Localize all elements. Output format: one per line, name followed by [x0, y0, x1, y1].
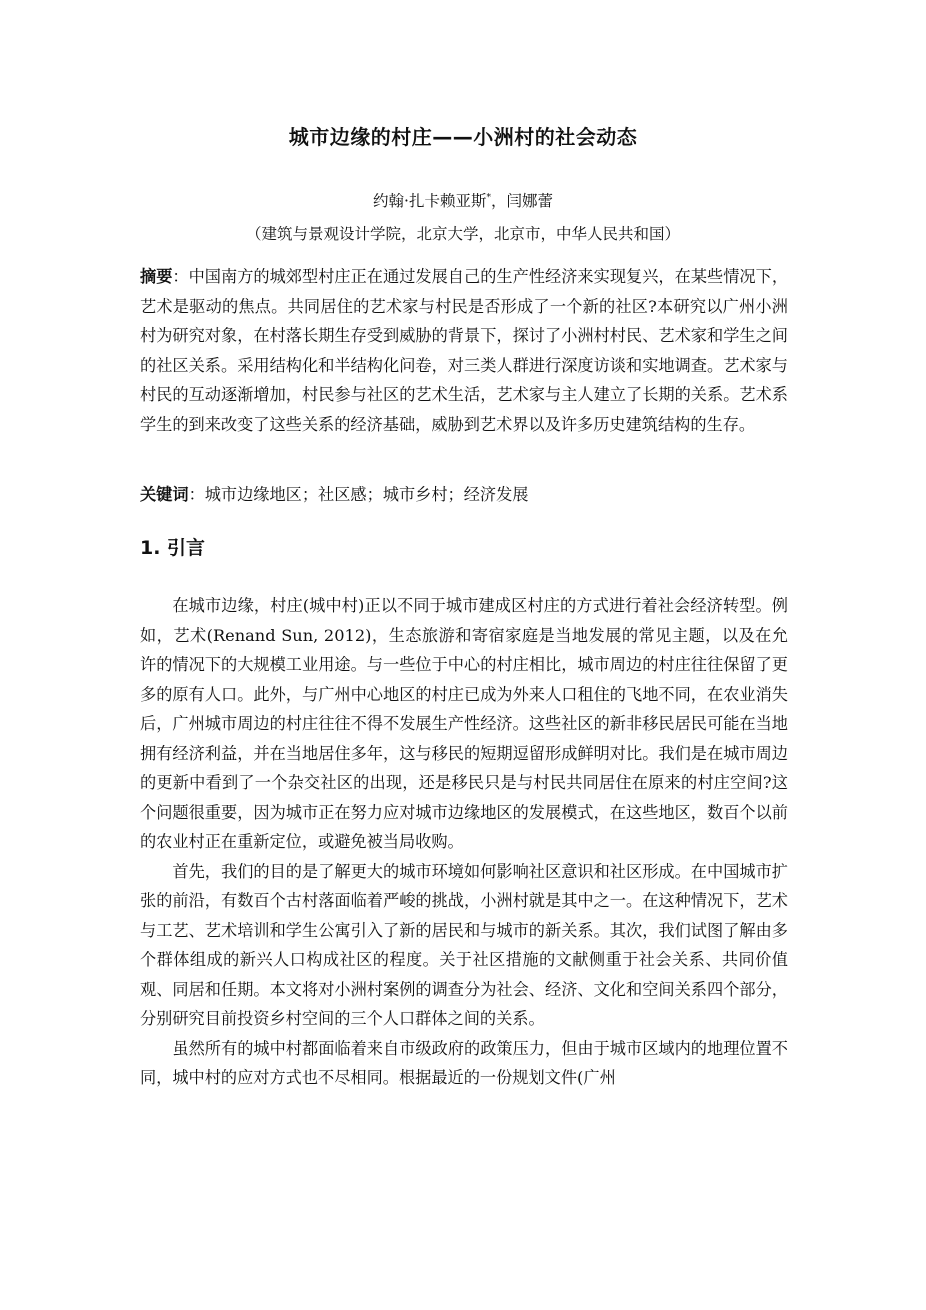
keywords-text: ：城市边缘地区；社区感；城市乡村；经济发展	[188, 485, 529, 504]
paper-title: 城市边缘的村庄——小洲村的社会动态	[288, 125, 638, 149]
corresponding-author-marker: *	[486, 193, 491, 203]
section-heading-introduction: 1. 引言	[140, 537, 206, 559]
body-paragraph: 虽然所有的城中村都面临着来自市级政府的政策压力，但由于城市区域内的地理位置不同，城中村的应对方式也不尽相同。根据最近的一份规划文件(广州	[140, 1038, 788, 1087]
abstract	[140, 262, 788, 439]
coauthor-names: ，闫娜蕾	[490, 192, 553, 211]
abstract-text: ：中国南方的城郊型村庄正在通过发展自己的生产性经济来实现复兴，在某些情况下，艺术是驱动的焦点。共同居住的艺术家与村民是否形成了一个新的社区?本研究以广州小洲村为研究对象，在村落长期生存受到威胁的背景下，探讨了小洲村村民、艺术家和学生之间的社区关系。采用结构化和半结构化问卷，对三类人群进行深度访谈和实地调查。艺术家与村民的互动逐渐增加，村民参与社区的艺术生活，艺术家与主人建立了长期的关系。艺术系学生的到来改变了这些关系的经济基础，威胁到艺术界以及许多历史建筑结构的生存。	[140, 267, 789, 434]
keywords-label: 关键词	[140, 485, 189, 504]
author-names: 约翰·扎卡赖亚斯	[373, 192, 487, 211]
body-paragraph: 首先，我们的目的是了解更大的城市环境如何影响社区意识和社区形成。在中国城市扩张的前沿，有数百个古村落面临着严峻的挑战，小洲村就是其中之一。在这种情况下，艺术与工艺、艺术培训和学生公寓引入了新的居民和与城市的新关系。其次，我们试图了解由多个群体组成的新兴人口构成社区的程度。关于社区措施的文献侧重于社会关系、共同价值观、同居和任期。本文将对小洲村案例的调查分为社会、经济、文化和空间关系四个部分，分别研究目前投资乡村空间的三个人口群体之间的关系。	[140, 861, 788, 1028]
authors-line	[0, 186, 926, 213]
affiliation: （建筑与景观设计学院，北京大学，北京市，中华人民共和国）	[245, 225, 680, 243]
body-paragraph: 在城市边缘，村庄(城中村)正以不同于城市建成区村庄的方式进行着社会经济转型。例如，艺术(Renand Sun, 2012)，生态旅游和寄宿家庭是当地发展的常见主题，以及在允许的情况下的大规模工业用途。与一些位于中心的村庄相比，城市周边的村庄往往保留了更多的原有人口。此外，与广州中心地区的村庄已成为外来人口租住的飞地不同，在农业消失后，广州城市周边的村庄往往不得不发展生产性经济。这些社区的新非移民居民可能在当地拥有经济利益，并在当地居住多年，这与移民的短期逗留形成鲜明对比。我们是在城市周边的更新中看到了一个杂交社区的出现，还是移民只是与村民共同居住在原来的村庄空间?这个问题很重要，因为城市正在努力应对城市边缘地区的发展模式，在这些地区，数百个以前的农业村正在重新定位，或避免被当局收购。	[140, 596, 788, 851]
keywords	[140, 480, 788, 510]
section-body	[140, 591, 788, 1093]
abstract-label: 摘要	[140, 267, 173, 286]
